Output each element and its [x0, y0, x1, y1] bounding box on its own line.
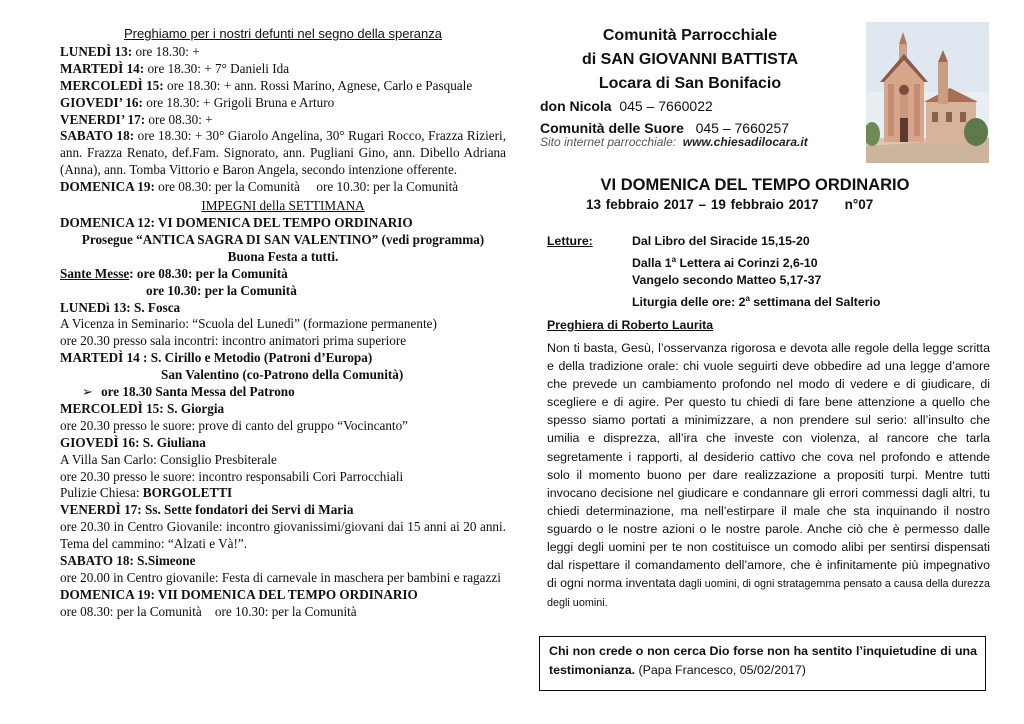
impegni-line: ore 10.30: per la Comunità — [146, 282, 297, 298]
impegni-line: Sante Messe: ore 08.30: per la Comunità — [60, 265, 288, 281]
left-column — [60, 26, 506, 621]
mass-friday: VENERDI’ 17: ore 08.30: + — [60, 111, 213, 127]
dates-line: 13 febbraio 2017 – 19 febbraio 2017 n°07 — [586, 197, 874, 212]
reading-item: Dal Libro del Siracide 15,15-20 — [632, 234, 810, 248]
impegni-line: Prosegue “ANTICA SAGRA DI SAN VALENTINO” (vedi programma) — [81, 231, 485, 247]
impegni-line: LUNEDì 13: S. Fosca — [60, 299, 181, 315]
impegni-line: ore 08.30: per la Comunità ore 10.30: per la Comunità — [60, 603, 357, 619]
impegni-line: MERCOLEDÌ 15: S. Giorgia — [60, 400, 225, 416]
arrow-bullet-icon: ➢ — [82, 384, 94, 400]
impegni-line: VENERDÌ 17: Ss. Sette fondatori dei Servi di Maria — [60, 502, 354, 518]
mass-tuesday: MARTEDÌ 14: ore 18.30: + 7° Danieli Ida — [60, 60, 290, 76]
prayer-title: Preghiera di Roberto Laurita — [547, 318, 714, 332]
church-photo — [866, 22, 989, 163]
quote-box: Chi non crede o non cerca Dio forse non ha sentito l’inquietudine di una testimonianza. (Papa Francesco, 05/02/2017) — [539, 636, 986, 691]
website-link[interactable]: www.chiesadilocara.it — [682, 135, 808, 149]
prayer-header: Preghiamo per i nostri defunti nel segno della speranza — [124, 26, 442, 41]
sunday-title: VI DOMENICA DEL TEMPO ORDINARIO — [600, 176, 910, 194]
reading-item: Liturgia delle ore: 2$^a$ settimana del Salterio — [632, 293, 881, 309]
impegni-header: IMPEGNI della SETTIMANA — [201, 198, 365, 214]
impegni-line: SABATO 18: S.Simeone — [60, 553, 196, 569]
impegni-line: ore 20.30 presso le suore: prove di canto del gruppo “Vocincanto” — [60, 417, 409, 433]
impegni-line: GIOVEDÌ 16: S. Giuliana — [60, 434, 206, 450]
reading-item: Dalla 1$^a$ Lettera ai Corinzi 2,6-10 — [632, 254, 818, 270]
contact-don-nicola: don Nicola 045 – 7660022 — [540, 98, 713, 114]
issue-number: n°07 — [844, 197, 874, 212]
impegni-line: San Valentino (co-Patrono della Comunità) — [161, 367, 404, 383]
reading-item: Vangelo secondo Matteo 5,17-37 — [632, 273, 822, 288]
community-title: Comunità Parrocchiale di SAN GIOVANNI BATTISTA Locara di San Bonifacio — [582, 27, 798, 92]
impegni-line: A Vicenza in Seminario: “Scuola del Lunedì” (formazione permanente) — [60, 316, 437, 332]
mass-thursday: GIOVEDI’ 16: ore 18.30: + Grigoli Bruna e Arturo — [60, 94, 335, 110]
impegni-line: ore 20.30 presso sala incontri: incontro animatori prima superiore — [60, 333, 407, 349]
prayer-text: Non ti basta, Gesù, l’osservanza rigorosa e devota alle regole della legge scritta e della tradizione orale: chi vuole seguirti deve obbedire ad una legge d’amore che prevede un cambiamento profondo nel modo di vedere e di giudicare, di scegliere e di agire. Per questo tu chiedi di fare bene attenzione a quello che spesso siamo portati a minimizzare, a non prendere sul serio: all’insulto che umilia e disprezza, all’ira che investe con violenza, al rancore che tarla segretamente i rapporti, al desiderio cattivo che cova nel profondo e attende solo il momento buono per dare realizzazione a propositi turpi. Mentre tutti invocano decisione nel giudicare e condannare gli errori commessi dagli altri, tu chiedi determinazione, ma nell’estirpare il male che sta inquinando il nostro sguardo o le nostre azioni o le nostre parole. Anche ciò che è permesso dalle leggi degli uomini per te non costituisce un comodo alibi per sentirsi dispensati dal rispettare il comandamento dell’amore, che è infinitamente più impegnativo di ogni norma inventata dagli uomini, di ogni stratagemma pensato a causa della durezza degli uomini. — [547, 341, 990, 610]
impegni-line: A Villa San Carlo: Consiglio Presbiterale — [60, 451, 277, 467]
mass-monday: LUNEDÌ 13: ore 18.30: + — [60, 43, 200, 59]
readings-label: Letture: — [547, 234, 593, 248]
impegni-line: DOMENICA 12: VI DOMENICA DEL TEMPO ORDINARIO — [60, 214, 413, 230]
contacts — [540, 95, 789, 139]
impegni-line: Pulizie Chiesa: BORGOLETTI — [60, 485, 233, 501]
mass-saturday: SABATO 18: ore 18.30: + 30° Giarolo Angelina, 30° Rugari Rocco, Frazza Rizieri, ann. Frazza Renato, def.Fam. Signorato, ann. Pugliani Gino, ann. Dibello Adriana (Anna), ann. Tomba Vittorio e Baron Angela, secondo intenzione offerente. — [60, 128, 506, 178]
readings-list — [632, 233, 880, 311]
impegni-line: DOMENICA 19: VII DOMENICA DEL TEMPO ORDINARIO — [60, 586, 418, 602]
contact-suore: Comunità delle Suore 045 – 7660257 — [540, 120, 790, 136]
impegni-line: ➢ ore 18.30 Santa Messa del Patrono — [82, 384, 295, 400]
website-line: Sito internet parrocchiale: www.chiesadilocara.it — [540, 135, 808, 149]
impegni-line: ore 20.00 in Centro giovanile: Festa di carnevale in maschera per bambini e ragazzi — [60, 570, 501, 585]
mass-wednesday: MERCOLEDÌ 15: ore 18.30: + ann. Rossi Marino, Agnese, Carlo e Pasquale — [60, 77, 473, 93]
mass-sunday: DOMENICA 19: ore 08.30: per la Comunità ore 10.30: per la Comunità — [60, 179, 459, 195]
impegni-line: ore 20.30 presso le suore: incontro responsabili Cori Parrocchiali — [60, 468, 404, 484]
impegni-line: Buona Festa a tutti. — [227, 248, 339, 264]
impegni-line: MARTEDÌ 14 : S. Cirillo e Metodio (Patroni d’Europa) — [60, 350, 373, 366]
impegni-line: ore 20.30 in Centro Giovanile: incontro giovanissimi/giovani dai 15 anni ai 20 anni. Tema del cammino: “Alzati e Và!”. — [60, 519, 506, 552]
